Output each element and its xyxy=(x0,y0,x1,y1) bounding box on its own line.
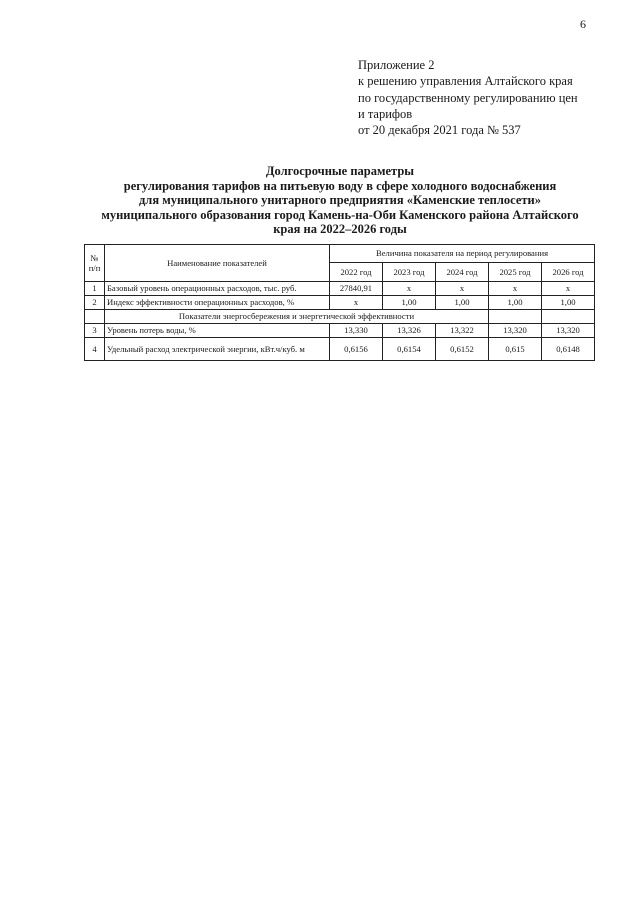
header-year: 2022 год xyxy=(330,263,383,282)
row-value: 0,6152 xyxy=(436,338,489,361)
appendix-line: от 20 декабря 2021 года № 537 xyxy=(358,123,521,138)
row-value: х xyxy=(330,296,383,310)
row-name: Базовый уровень операционных расходов, тыс. руб. xyxy=(105,282,330,296)
section-label: Показатели энергосбережения и энергетической эффективности xyxy=(105,310,489,324)
row-num: 2 xyxy=(85,296,105,310)
parameters-table xyxy=(84,244,595,361)
row-value: 0,6148 xyxy=(542,338,595,361)
header-year: 2025 год xyxy=(489,263,542,282)
row-num: 4 xyxy=(85,338,105,361)
title-line: регулирования тарифов на питьевую воду в сфере холодного водоснабжения xyxy=(123,178,557,193)
row-value: 1,00 xyxy=(542,296,595,310)
row-value: 13,326 xyxy=(383,324,436,338)
section-empty-cell xyxy=(542,310,595,324)
row-value: 27840,91 xyxy=(330,282,383,296)
appendix-block xyxy=(358,57,628,138)
row-value: 13,320 xyxy=(542,324,595,338)
row-value: х xyxy=(489,282,542,296)
header-year: 2023 год xyxy=(383,263,436,282)
section-empty-cell xyxy=(85,310,105,324)
table-row xyxy=(85,296,595,310)
row-value: 13,330 xyxy=(330,324,383,338)
table-row xyxy=(85,338,595,361)
row-value: х xyxy=(542,282,595,296)
document-title xyxy=(60,164,620,237)
row-value: 0,615 xyxy=(489,338,542,361)
title-line: для муниципального унитарного предприятия «Каменские теплосети» xyxy=(138,193,541,207)
section-empty-cell xyxy=(489,310,542,324)
row-value: х xyxy=(436,282,489,296)
table-row xyxy=(85,282,595,296)
header-name: Наименование показателей xyxy=(105,245,330,282)
row-value: 0,6154 xyxy=(383,338,436,361)
header-year: 2026 год xyxy=(542,263,595,282)
table-header-row xyxy=(85,245,595,263)
row-value: 1,00 xyxy=(489,296,542,310)
header-num: № п/п xyxy=(85,245,105,282)
appendix-line: по государственному регулированию цен xyxy=(358,90,578,105)
row-name: Удельный расход электрической энергии, кВт.ч/куб. м xyxy=(105,338,330,361)
title-line: края на 2022–2026 годы xyxy=(273,222,407,236)
header-period: Величина показателя на период регулирования xyxy=(330,245,595,263)
row-num: 1 xyxy=(85,282,105,296)
table-section-row xyxy=(85,310,595,324)
row-value: 13,320 xyxy=(489,324,542,338)
row-value: 0,6156 xyxy=(330,338,383,361)
page-number: 6 xyxy=(580,17,586,31)
row-value: 1,00 xyxy=(383,296,436,310)
row-value: 1,00 xyxy=(436,296,489,310)
row-value: 13,322 xyxy=(436,324,489,338)
table-row xyxy=(85,324,595,338)
row-name: Индекс эффективности операционных расходов, % xyxy=(105,296,330,310)
row-value: х xyxy=(383,282,436,296)
appendix-line: и тарифов xyxy=(358,106,413,121)
row-num: 3 xyxy=(85,324,105,338)
row-name: Уровень потерь воды, % xyxy=(105,324,330,338)
appendix-line: Приложение 2 xyxy=(358,58,435,72)
appendix-line: к решению управления Алтайского края xyxy=(358,74,573,89)
title-line: муниципального образования город Камень-на-Оби Каменского района Алтайского xyxy=(101,207,579,222)
header-year: 2024 год xyxy=(436,263,489,282)
title-line: Долгосрочные параметры xyxy=(265,164,415,178)
